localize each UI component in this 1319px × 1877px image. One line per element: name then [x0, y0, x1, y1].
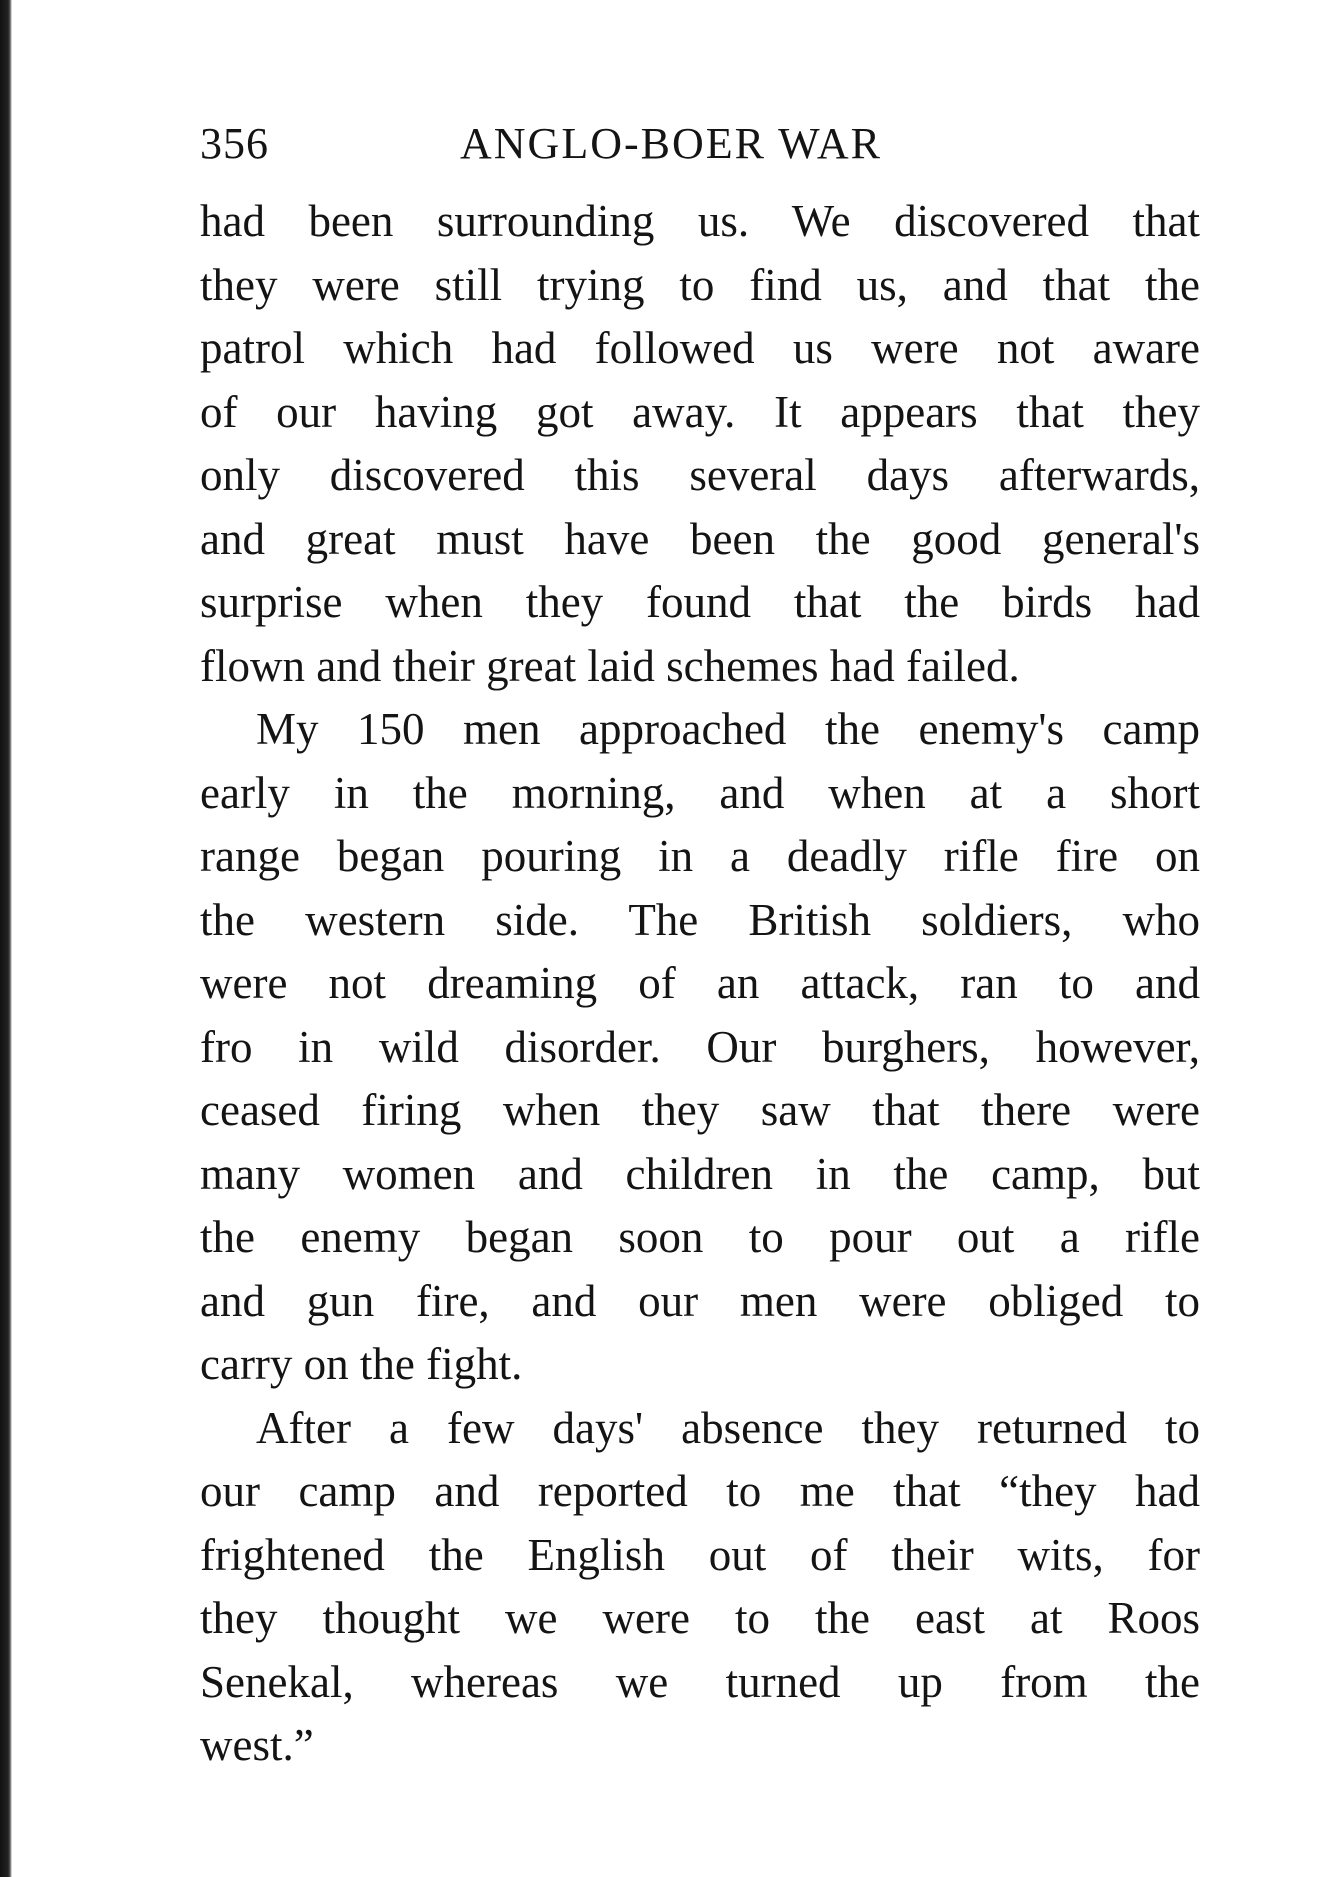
text-line: fro in wild disorder. Our burghers, however,: [200, 1021, 1200, 1072]
text-line: and gun fire, and our men were obliged to: [200, 1275, 1200, 1326]
text-line: they were still trying to find us, and that the: [200, 259, 1200, 310]
text-line: and great must have been the good general's: [200, 513, 1200, 564]
text-line: only discovered this several days afterwards,: [200, 450, 1200, 500]
text-line: the enemy began soon to pour out a rifle: [200, 1212, 1200, 1262]
page-number: 356: [200, 119, 269, 168]
text-line: were not dreaming of an attack, ran to and: [200, 958, 1200, 1008]
paragraph: [200, 1397, 1200, 1778]
text-line: they thought we were to the east at Roos: [200, 1593, 1200, 1643]
running-head: [200, 118, 940, 178]
text-line: carry on the fight.: [200, 1339, 523, 1389]
text-line: of our having got away. It appears that they: [200, 386, 1200, 437]
text-line: patrol which had followed us were not aware: [200, 323, 1200, 373]
text-line: surprise when they found that the birds had: [200, 577, 1200, 627]
text-line: our camp and reported to me that “they had: [200, 1466, 1200, 1516]
text-line: many women and children in the camp, but: [200, 1148, 1200, 1199]
text-line: had been surrounding us. We discovered that: [200, 196, 1200, 246]
text-line: Senekal, whereas we turned up from the: [200, 1656, 1200, 1707]
text-line: early in the morning, and when at a short: [200, 767, 1200, 818]
paragraph: [200, 698, 1200, 1397]
body-text: [200, 190, 1200, 1778]
text-line: range began pouring in a deadly rifle fire on: [200, 831, 1200, 881]
text-line: the western side. The British soldiers, who: [200, 894, 1200, 945]
text-line: ceased firing when they saw that there were: [200, 1085, 1200, 1135]
text-line: After a few days' absence they returned to: [256, 1402, 1200, 1453]
running-head-title: ANGLO-BOER WAR: [460, 119, 882, 168]
text-line: My 150 men approached the enemy's camp: [256, 704, 1200, 754]
text-line: west.”: [200, 1720, 314, 1770]
text-line: flown and their great laid schemes had failed.: [200, 640, 1020, 691]
text-line: frightened the English out of their wits, for: [200, 1529, 1200, 1580]
binding-edge: [0, 0, 12, 1877]
paragraph: [200, 190, 1200, 698]
